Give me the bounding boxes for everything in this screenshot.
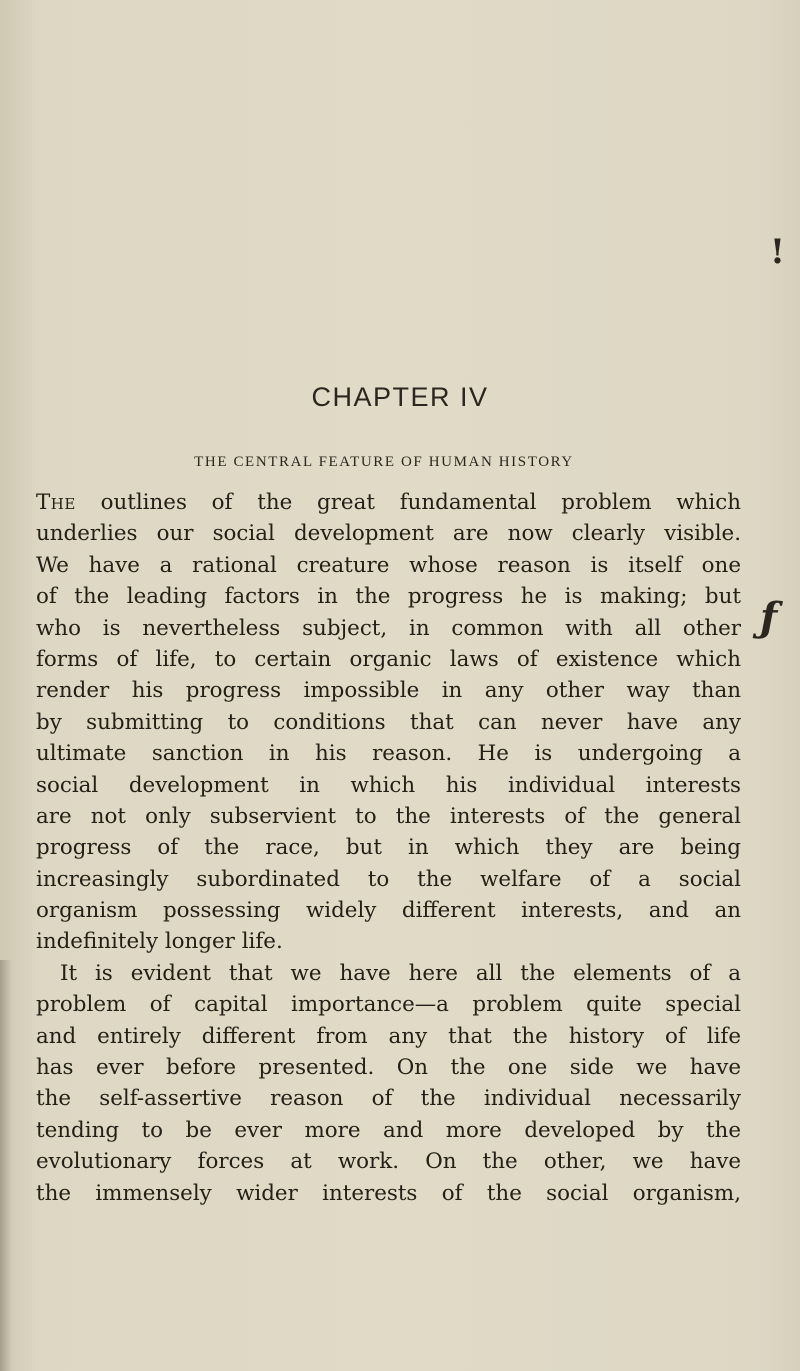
text-line: who is nevertheless subject, in common with all other [36,615,741,641]
text-line: indefinitely longer life. [36,929,283,955]
text-line: of the leading factors in the progress he is making; but [36,584,741,610]
text-line: by submitting to conditions that can never have any [36,709,741,735]
chapter-heading: CHAPTER IV [311,382,489,412]
paragraph-1 [36,487,741,958]
margin-mark-side: ƒ [760,594,778,641]
text-line: render his progress impossible in any other way than [36,678,741,704]
text-line: problem of capital importance—a problem quite special [36,992,741,1018]
text-line: The outlines of the great fundamental problem which [36,490,741,515]
text-line: the immensely wider interests of the social organism, [36,1180,741,1206]
margin-mark-top: ! [770,232,785,272]
text-line: progress of the race, but in which they are being [36,835,741,861]
text-line: underlies our social development are now clearly visible. [36,521,741,547]
text-line: the self-assertive reason of the individual necessarily [36,1086,741,1112]
chapter-subtitle: THE CENTRAL FEATURE OF HUMAN HISTORY [194,454,574,470]
chapter-body [36,487,741,1209]
text-line: has ever before presented. On the one side we have [36,1055,741,1081]
text-line: tending to be ever more and more developed by the [36,1117,741,1143]
paragraph-lead-word: The [36,490,76,515]
text-line: increasingly subordinated to the welfare of a social [36,866,741,892]
text-line: forms of life, to certain organic laws of existence which [36,646,741,672]
text-line: organism possessing widely different interests, and an [36,898,741,924]
paragraph-2 [36,958,741,1209]
text-line: are not only subservient to the interests of the general [36,803,741,829]
page-gutter-shadow [0,960,12,1371]
text-line: ultimate sanction in his reason. He is undergoing a [36,741,741,767]
text-line: social development in which his individual interests [36,772,741,798]
text-line: It is evident that we have here all the elements of a [60,960,741,986]
text-line: We have a rational creature whose reason is itself one [36,552,741,578]
text-line: evolutionary forces at work. On the other, we have [36,1149,741,1175]
text-line: and entirely different from any that the history of life [36,1023,741,1049]
